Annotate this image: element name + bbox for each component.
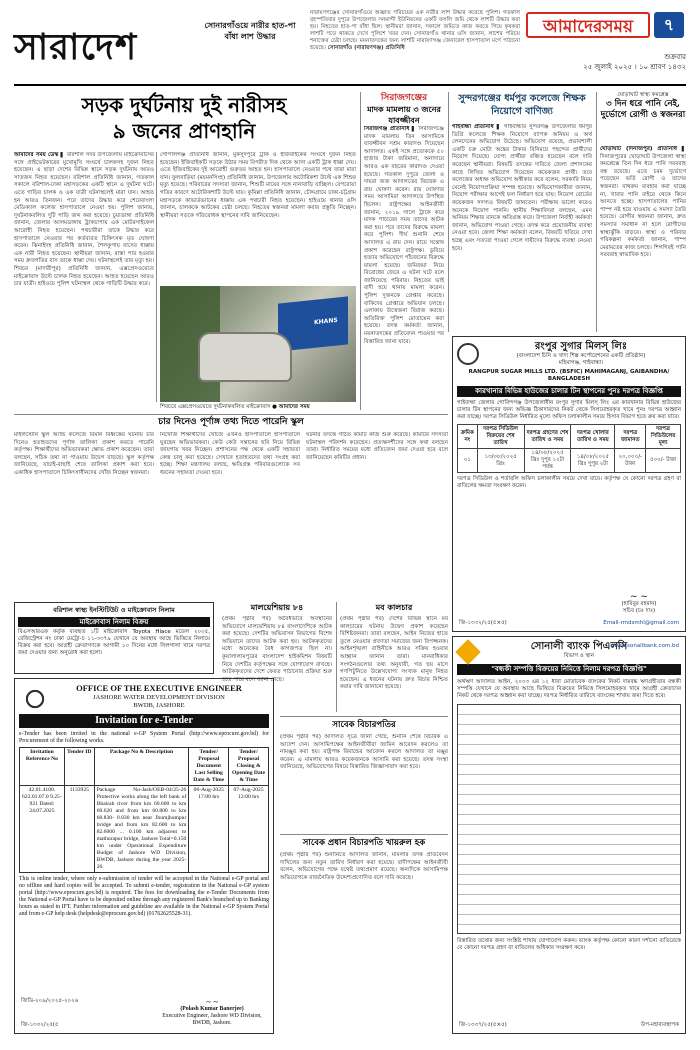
- malay-headline: মালয়েশিয়ায় ৮৪: [250, 602, 304, 612]
- sugar-mills-place: মহিমাগঞ্জ, গাইবান্ধা।: [558, 360, 604, 366]
- sugar-tender-body: গাইবান্ধা জেলার গোবিন্দগঞ্জ উপজেলাধীন রংপুর সুগার মিলস্ লিঃ এর কারখানার বিভিন্ন হাউজের চালার টিন স্থাপনের জন্য অভিজ্ঞ ঠিকাদারদের নিকট থেকে সিলমোহরকৃত খামে পুনঃ দরপত্র আহ্বান করা যাচ্ছে। দরপত্র সিডিউল নির্ধারিত মূল্যে অফিস চলাকালীন সময়ে হিসাব বিভাগ হতে ক্রয় করা যাবে।: [457, 400, 681, 420]
- sugar-mills-name-en: RANGPUR SUGAR MILLS LTD. (BSFIC) MAHIMAGANJ, GAIBANDHA/ BANGLADESH: [468, 369, 670, 382]
- top-news-text: নারায়ণগঞ্জের সোনারগাঁওয়ে অজ্ঞাত পরিচয়ের এক নারীর লাশ উদ্ধার করেছে পুলিশ। গতকাল বৃহস্পতিবার দুপুরে উপজেলার সনমান্দী ইউনিয়নের একটি ফসলি জমি থেকে লাশটি উদ্ধার করা হয়। নিহতের হাত-পা বাঁধা ছিল। স্থানীয়রা জানান, সকালে জমিতে কাজ করতে গিয়ে কৃষকরা লাশটি পড়ে থাকতে দেখে পুলিশে খবর দেন। সোনারগাঁও থানার ওসি জানান, লাশের পরিচয় শনাক্তের চেষ্টা চলছে। ময়নাতদন্তের জন্য লাশটি নারায়ণগঞ্জ জেনারেল হাসপাতাল মর্গে পাঠানো হয়েছে। সোনারগাঁও (নারায়ণগঞ্জ) প্রতিনিধি: [310, 10, 520, 51]
- siraj-body: সিরাজগঞ্জ প্রতিনিধি ▌ সিরাজগঞ্জে মাদক মামলায় তিন আসামিকে যাবজ্জীবন সশ্রম কারাদণ্ড দিয়েছেন আদালত। একই সঙ্গে প্রত্যেককে ৫০ হাজার টাকা জরিমানা, অনাদায়ে আরও এক বছরের কারাদণ্ড দেওয়া হয়েছে। গতকাল দুপুরে জেলা ও দায়রা জজ আদালতের বিচারক এ রায় ঘোষণা করেন। রায় ঘোষণার সময় আসামিরা আদালতে উপস্থিত ছিলেন। রাষ্ট্রপক্ষের আইনজীবী জানান, ২০১৯ সালে ট্রাকে করে মাদক পাচারের সময় তাদের আটক করা হয়। পরে তাদের বিরুদ্ধে মামলা করে পুলিশ। দীর্ঘ শুনানি শেষে আদালত এ রায় দেন। রায়ে সন্তোষ প্রকাশ করেছেন রাষ্ট্রপক্ষ। ডুবিয়ে হত্যার অভিযোগে পাঁচজনের বিরুদ্ধে মামলা হয়েছে। জমিজমা নিয়ে বিরোধের জেরে এ ঘটনা ঘটে বলে জানিয়েছে পরিবার। নিহতের ভাই বাদী হয়ে থানায় মামলা করেন। পুলিশ দুজনকে গ্রেপ্তার করেছে। বাকিদের গ্রেপ্তারে অভিযান চলছে। এলাকায় উত্তেজনা বিরাজ করছে। অতিরিক্ত পুলিশ মোতায়েন করা হয়েছে। তদন্ত কর্মকর্তা জানান, ময়নাতদন্তের প্রতিবেদন পাওয়ার পর বিস্তারিত জানা যাবে।: [364, 126, 444, 345]
- photo-microbus: [200, 334, 290, 380]
- table-row: 42.01.4100. 622.01.07.0 9.25- 921 Dated: 24.07.2025 1133925 Package No-Jash/OEB-04/25-26 Protective works along the left bank of Bhairab river from km 60.600 to km 60.620 and from km 60.800 to km 60.830- 0.030 km near Jhumjhumpur bridge and from km 82.600 to km 82.6000 ... 0.100 km adjacent to mathurapur bridge, Jashore Total=0.150 km under Operational Expenditure Budget of Jashore WD Division, BWDB, Jashore during the year 2025-26. 06-Aug-2025 17:00 hrs 07-Aug-2025 12:00 hrs: [20, 786, 269, 873]
- sonali-ref: জি-১৩৩৭/২৫(৫×৫): [459, 1022, 507, 1028]
- weekday: শুক্রবার: [664, 53, 686, 61]
- continued-body-left: মাইলস্টোন স্কুল অ্যান্ড কলেজে বিমান বিধ্বস্তের ঘটনায় চার দিনেও হতাহতদের পূর্ণাঙ্গ তালিকা প্রকাশ করতে পারেনি কর্তৃপক্ষ। শিক্ষার্থীদের অভিভাবকরা ক্ষোভ প্রকাশ করেছেন। তারা বলছেন, সঠিক তথ্য না পাওয়ায় উদ্বেগ বাড়ছে। স্কুল কর্তৃপক্ষ জানিয়েছে, যাচাই-বাছাই শেষে তালিকা প্রকাশ করা হবে। একাধিক হাসপাতালে চিকিৎসাধীনদের খোঁজ নিচ্ছেন স্বজনরা।: [14, 432, 154, 476]
- sonali-name: সোনালী ব্যাংক পিএলসি: [530, 641, 628, 652]
- judge-body: (প্রথম পৃষ্ঠার পর) আদালত সূত্রে জানা গেছে, শুনানি শেষে বিচারক এ আদেশ দেন। আসামিপক্ষের আইনজীবীরা জামিন আবেদন করলেও তা নামঞ্জুর করা হয়। রাষ্ট্রপক্ষ রিমান্ডের আবেদন করলে আদালত তা মঞ্জুর করেন। এ মামলায় আরও কয়েকজনকে আসামি করা হয়েছে। তদন্ত সংস্থা জানিয়েছে, অভিযোগের বিষয়ে বিস্তারিত জিজ্ঞাসাবাদ করা হবে।: [280, 734, 448, 771]
- page-number: ৭: [654, 12, 684, 38]
- tender-office3: BWDB, JASHORE: [133, 702, 185, 709]
- ghoda-body: ঘোড়াঘাট (দিনাজপুর) প্রতিনিধি ▌ দিনাজপুরের ঘোড়াঘাট উপজেলা স্বাস্থ্য কমপ্লেক্সে তিন দিন ধরে পানি সরবরাহ বন্ধ রয়েছে। এতে চরম দুর্ভোগে পড়েছেন ভর্তি রোগী ও তাদের স্বজনরা। বাথরুম ব্যবহার করা যাচ্ছে না, খাবার পানি বাইরে থেকে কিনে আনতে হচ্ছে। হাসপাতালের পানির পাম্প নষ্ট হয়ে যাওয়ায় এ সমস্যা তৈরি হয়েছে। রোগীর স্বজনরা জানান, দ্রুত সমস্যার সমাধান না হলে রোগীদের স্বাস্থ্যঝুঁকি বাড়বে। স্বাস্থ্য ও পরিবার পরিকল্পনা কর্মকর্তা জানান, পাম্প মেরামতের কাজ চলছে। শিগগিরই পানি সরবরাহ স্বাভাবিক হবে।: [600, 146, 686, 259]
- tender-ad: [14, 678, 274, 1034]
- continued-body-mid: নিখোঁজ শিক্ষার্থীদের খোঁজে এখনও হাসপাতালে হাসপাতালে ঘুরছেন অভিভাবকরা। কেউ কেউ সন্তানের ছবি নিয়ে বিভিন্ন জায়গায় খবর নিচ্ছেন। প্রশাসনের পক্ষ থেকে একটি সহায়তা কেন্দ্র চালু করা হয়েছে। সেখানে হতাহতদের তথ্য সংগ্রহ করা হচ্ছে। শিক্ষা মন্ত্রণালয় বলছে, ক্ষতিগ্রস্ত পরিবারগুলোকে সব ধরনের সহায়তা দেওয়া হবে।: [160, 432, 300, 476]
- sugar-mills-ad: [452, 336, 686, 632]
- sugar-mills-sub: (বাংলাদেশ চিনি ও খাদ্য শিল্প কর্পোরেশনের একটি প্রতিষ্ঠান): [516, 353, 646, 359]
- mob-headline: মব কালচার: [375, 602, 413, 612]
- tender-intro: e-Tender has been invited in the national e-GP System Portal (http://www.eprocure.gov.bd) for Procurement of the following works.: [19, 731, 269, 744]
- sonali-headline: "বন্ধকী সম্পত্তি বিক্রয়ের নিমিত্তে নিলাম দরপত্র বিজ্ঞপ্তি": [457, 664, 681, 675]
- divider: [280, 716, 448, 717]
- mob-body: (প্রথম পৃষ্ঠার পর) দেশের বিভিন্ন স্থানে মব কালচারের ঘটনায় উদ্বেগ প্রকাশ করেছেন বিশিষ্টজনরা। তারা বলছেন, আইন নিজের হাতে তুলে নেওয়ার প্রবণতা সমাজের জন্য বিপজ্জনক। আইনশৃঙ্খলা বাহিনীকে আরও সক্রিয় হওয়ার আহ্বান জানান তারা। মানবাধিকার সংগঠনগুলোর তথ্য অনুযায়ী, গত ছয় মাসে গণপিটুনিতে উল্লেখযোগ্য সংখ্যক মানুষ নিহত হয়েছেন। এ ধরনের ঘটনায় দ্রুত বিচার নিশ্চিত করার দাবি জানানো হয়েছে।: [340, 616, 448, 691]
- siraj-headline: মাদক মামলায় ৩ জনের যাবজ্জীবন: [367, 104, 441, 125]
- divider: [448, 92, 449, 332]
- tender-ref-bottom: জি-১৩৩২/২৫(৫: [21, 1022, 59, 1028]
- tender-footer: This is online tender, where only e-submission of tender will be accepted in the National e-GP portal and no offline and hard copies will be accepted. To submit e-tender, registration in the National e-GP system portal (http://www.eprocure.gov.bd) is required. The fees for downloading the e-Tender Documents from the National e-GP Portal have to be deposited online through any registered Bank's branched up to Banking hours as stated in IFT. Further information and guideline are available in the National e-GP System Portal and from e-GP help desk (helpdesk@eprocure.gov.bd) (01762625528-31).: [19, 876, 269, 917]
- tender-office: OFFICE OF THE EXECUTIVE ENGINEER: [76, 683, 242, 693]
- barishal-ad-subtitle: মাইক্রোবাস নিলাম বিক্রয়: [18, 617, 210, 627]
- dateline: [526, 52, 686, 72]
- sugar-tender-headline: কারখানার বিভিন্ন হাউজের চালার টিন স্থাপনের পুনঃ দরপত্র বিজ্ঞপ্তি: [457, 386, 681, 397]
- table-row: ০১ ১৩/০৮/২০২৫ খ্রিঃ ১৪/০৮/২০২৫ খ্রিঃ দুপুর ১২টা পর্যন্ত ১৪/০৮/২০২৫ খ্রিঃ দুপুর ২টা ২০,০০০/- টাকা ৫০০/- টাকা: [458, 449, 681, 473]
- masthead-rule: [14, 84, 686, 86]
- divider: [14, 414, 448, 415]
- barishal-ad-title: বরিশাল স্বাস্থ্য ইনস্টিটিউট ও মাইক্রোবাস নিলাম: [53, 606, 175, 614]
- continued-body-right: ঘটনার তদন্তে গঠিত কমিটি কাজ শুরু করেছে। কমিটির সদস্যরা ঘটনাস্থল পরিদর্শন করেছেন। প্রত্যক্ষদর্শীদের সঙ্গে কথা বলছেন তারা। নির্ধারিত সময়ের মধ্যে প্রতিবেদন জমা দেওয়া হবে বলে জানিয়েছেন কমিটির প্রধান।: [306, 432, 448, 461]
- brand-block: [526, 12, 686, 38]
- sugar-mills-name: রংপুর সুগার মিলস্ লিঃ: [534, 341, 628, 352]
- sugar-ref: জি-১৩৩২/২৫(৫×৫): [459, 620, 507, 626]
- tender-office2: JASHORE WATER DEVELOPMENT DIVISION: [93, 694, 225, 701]
- barishal-ad: [14, 602, 214, 674]
- lead-body-col2: গোপালগঞ্জ প্রতিনিধি জানান, মুকসুদপুরে ট্রাক ও ইজিবাইকের সংঘর্ষে দুজন নিহত হয়েছেন। ইজিবাইকটি সড়কে উঠার সময় বিপরীত দিক থেকে আসা একটি ট্রাক ধাক্কা দেয়। এতে ইজিবাইকের দুই আরোহী গুরুতর আহত হন। হাসপাতালে নেওয়ার পথে তারা মারা যান। ফুলবাড়িয়া (ময়মনসিংহ) প্রতিনিধি জানান, উপজেলায় অটোরিকশা উল্টে এক শিশুর মৃত্যু হয়েছে। পরিবারের সদস্যরা জানান, শিশুটি মায়ের সঙ্গে নানাবাড়ি যাচ্ছিল। বেপরোয়া গতির কারণে অটোরিকশাটি উল্টে যায়। কুমিল্লা প্রতিনিধি জানান, চৌদ্দগ্রামে ঢাকা-চট্টগ্রাম মহাসড়কে কাভার্ডভ্যানের ধাক্কায় এক পথচারী নিহত হয়েছেন। হাইওয়ে থানার ওসি জানান, চালককে আটকের চেষ্টা চলছে। নিহতের স্বজনরা মামলা করার প্রস্তুতি নিচ্ছেন। স্থানীয়রা সড়কে গতিরোধক স্থাপনের দাবি জানিয়েছেন।: [160, 152, 356, 219]
- divider: [280, 834, 448, 835]
- sugar-email-link[interactable]: Email-rmdsmhl@gmail.com: [603, 620, 679, 626]
- barishal-ad-body: বিএসআরএফ কর্তৃক ব্যবহৃত ১টি মাইক্রোবাস Toyota Hiace মডেল ২০০৫, রেজিস্ট্রেশন নং ঢাকা মেট্রো-চ ১১-৩৩৭৯ যেখানে যে অবস্থায় আছে ভিত্তিতে নিলামে বিক্রয় করা হবে। আগ্রহী ক্রেতাগণকে আগামী ১০ দিনের মধ্যে সিলগালা খামে দরপত্র জমা দেওয়ার জন্য অনুরোধ করা হলো।: [18, 629, 210, 656]
- ghoda-headline: ৩ দিন ধরে পানি নেই, দুর্ভোগে রোগী ও স্বজনরা: [600, 99, 686, 120]
- sonali-website-link[interactable]: www.sonalibank.com.bd: [612, 643, 679, 649]
- photo-truck: [278, 296, 348, 351]
- sonali-body: অর্থঋণ আদালত আইন, ২০০৩ এর ১২ ধারা মোতাবেক ব্যাংকের নিকট দায়বদ্ধ ঋণগ্রহীতার বন্ধকী সম্পত্তি যেখানে যে অবস্থায় আছে ভিত্তিতে বিক্রয়ের নিমিত্তে সিলমোহরকৃত খামে আগ্রহী ক্রেতাদের নিকট থেকে দরপত্র আহ্বান করা যাচ্ছে। দরপত্র নির্ধারিত তারিখে ব্যাংকের শাখায় জমা দিতে হবে।: [457, 679, 681, 699]
- chief-headline: সাবেক প্রধান বিচারপতি খায়রুল হক: [302, 838, 426, 848]
- divider: [336, 602, 337, 712]
- sonali-branch: বিভাগ ও স্থান: [564, 653, 594, 659]
- sunam-headline: সুন্দরগঞ্জের ধর্মপুর কলেজে শিক্ষক নিয়োগে বাণিজ্য: [458, 93, 586, 117]
- section-title: সারাদেশ: [14, 26, 138, 68]
- tender-table: Invitation Reference No Tender ID Package No & Description Tender/ Proposal Document Last Selling Date & Time Tender/ Proposal Closing & Opening Date & Time 42.01.4100. 622.01.07.0 9.25- 921 Dated: 24.07.2025 1133925 Package No-Jash/OEB-04/25-26 Protective works along the left bank of Bhairab river from km 60.600 to km 60.620 and from km 60.800 to km 60.830- 0.030 km near Jhumjhumpur bridge and from km 82.600 to km 82.6000 ... 0.100 km adjacent to mathurapur bridge, Jashore Total=0.150 km under Operational Expenditure Budget of Jashore WD Division, BWDB, Jashore during the year 2025-26. 06-Aug-2025 17:00 hrs 07-Aug-2025 12:00 hrs: [19, 747, 269, 873]
- sugar-signature: ~ ~ (হাবিবুর রহমান) সচিব (চঃ দাঃ): [621, 592, 657, 614]
- lead-body-col1: আমাদের সময় ডেস্ক ▌ বরিশাল সদর উপজেলায় মাইক্রোবাসের সঙ্গে প্রাইভেটকারের মুখোমুখি সংঘর্ষে চালকসহ দুজন নিহত হয়েছেন। এ ছাড়া দেশের বিভিন্ন স্থানে সড়ক দুর্ঘটনায় আরও সাতজন নিহত হয়েছেন। বরিশাল প্রতিনিধি জানান, গতকাল সকালে বরিশাল-ঢাকা মহাসড়কের একটি স্থানে এ দুর্ঘটনা ঘটে। এতে গাড়ির চালক ও এক যাত্রী ঘটনাস্থলেই মারা যান। আহত হন আরও তিনজন। পরে তাদের উদ্ধার করে শেরেবাংলা মেডিক্যাল কলেজ হাসপাতালে নেওয়া হয়। পুলিশ জানায়, দুর্ঘটনাকবলিত দুটি গাড়ি জব্দ করা হয়েছে। চুয়াডাঙ্গা প্রতিনিধি জানান, জেলার আলমডাঙ্গায় ট্রাকচাপায় এক মোটরসাইকেল আরোহী নিহত হয়েছেন। পথচারীরা তাকে উদ্ধার করে হাসপাতালে নেওয়ার পর কর্তব্যরত চিকিৎসক মৃত ঘোষণা করেন। ঝিনাইদহ প্রতিনিধি জানান, শৈলকুপায় বাসের ধাক্কায় এক নারী নিহত হয়েছেন। স্থানীয়রা জানান, রাস্তা পার হওয়ার সময় দ্রুতগতির বাস তাকে ধাক্কা দেয়। ঘটনাস্থলেই তার মৃত্যু হয়। শিবচর (মাদারীপুর) প্রতিনিধি জানান, এক্সপ্রেসওয়েতে মাইক্রোবাস উল্টে চালক নিহত হয়েছেন। আহত হয়েছেন আরও চার যাত্রী। হাইওয়ে পুলিশ ঘটনাস্থল থেকে গাড়িটি উদ্ধার করে।: [14, 152, 154, 288]
- judge-headline: সাবেক বিচারপতির: [332, 720, 396, 730]
- tender-signature: ~ ~ (Polash Kumar Banerjee) Executive Engineer, Jashore WD Division, BWDB, Jashore.: [162, 997, 262, 1026]
- sonali-bank-ad: [452, 636, 686, 1034]
- continued-banner: চার দিনেও পূর্ণাঙ্গ তথ্য দিতে পারেনি স্কুল: [158, 417, 304, 427]
- divider: [360, 92, 361, 410]
- chief-body: (প্রথম পৃষ্ঠার পর) শুনানিতে আদালত জানান, মামলার তদন্ত প্রতিবেদন দাখিলের জন্য নতুন তারিখ নির্ধারণ করা হয়েছে। বাদীপক্ষের আইনজীবী বলেন, অভিযোগের পক্ষে যথেষ্ট তথ্যপ্রমাণ রয়েছে। অন্যদিকে আসামিপক্ষ অভিযোগকে রাজনৈতিক উদ্দেশ্যপ্রণোদিত বলে দাবি করেছে।: [280, 852, 448, 881]
- divider: [156, 152, 157, 402]
- tender-title: Invitation for e-Tender: [19, 714, 269, 728]
- sunam-body: গাইবান্ধা প্রতিনিধি ▌ গাইবান্ধার সুন্দরগঞ্জ উপজেলার ধর্মপুর ডিগ্রি কলেজে শিক্ষক নিয়োগে ব্যাপক অনিয়ম ও অর্থ লেনদেনের অভিযোগ উঠেছে। অভিযোগ রয়েছে, প্রভাবশালী একটি চক্র মোটা অঙ্কের টাকার বিনিময়ে পছন্দের প্রার্থীদের নিয়োগ দিয়েছে। যোগ্য প্রার্থীরা বঞ্চিত হয়েছেন বলে দাবি করেছেন স্থানীয়রা। বিষয়টি তদন্তের দাবিতে জেলা প্রশাসকের কাছে লিখিত অভিযোগ দিয়েছেন কয়েকজন প্রার্থী। তবে কলেজের অধ্যক্ষ অভিযোগ অস্বীকার করে বলেন, সরকারি নিয়ম মেনেই নিয়োগপ্রক্রিয়া সম্পন্ন হয়েছে। অভিযোগকারীরা জানান, নিয়োগ পরীক্ষার আগেই ফল নির্ধারণ হয়ে যায়। নিয়োগ বোর্ডের কয়েকজন সদস্যও বিষয়টি জানতেন। পরীক্ষায় ভালো করেও অনেকে নিয়োগ পাননি। স্থানীয় শিক্ষাবিদরা বলছেন, এমন অনিয়ম শিক্ষার মানকে ক্ষতিগ্রস্ত করে। উপজেলা নির্বাহী কর্মকর্তা জানান, অভিযোগ পাওয়া গেছে। তদন্ত করে প্রয়োজনীয় ব্যবস্থা নেওয়া হবে। জেলা শিক্ষা কর্মকর্তা বলেন, বিষয়টি খতিয়ে দেখা হচ্ছে এবং সত্যতা পাওয়া গেলে দায়ীদের বিরুদ্ধে ব্যবস্থা নেওয়া হবে।: [452, 124, 592, 252]
- sugar-tender-footer: দরপত্র সিডিউল ও শর্তাবলি অফিস চলাকালীন সময়ে দেখা যাবে। কর্তৃপক্ষ যে কোনো দরপত্র গ্রহণ বা বাতিলের ক্ষমতা সংরক্ষণ করেন।: [457, 476, 681, 489]
- accident-photo: [160, 286, 356, 402]
- sonali-footer: বিস্তারিত তথ্যের জন্য সংশ্লিষ্ট শাখায় যোগাযোগ করুন। ব্যাংক কর্তৃপক্ষ কোনো কারণ দর্শানো ব্যতিরেকে যে কোনো দরপত্র গ্রহণ বা বাতিলের অধিকার সংরক্ষণ করে।: [457, 938, 681, 951]
- malay-body: (প্রথম পৃষ্ঠার পর) অবৈধভাবে অবস্থানের অভিযোগে মালয়েশিয়ায় ৮৪ বাংলাদেশিকে আটক করা হয়েছে। দেশটির অভিবাসন বিভাগের বিশেষ অভিযানে তাদের আটক করা হয়। আটককৃতদের মধ্যে অনেকের বৈধ কাগজপত্র ছিল না। কুয়ালালামপুরের বাংলাদেশ হাইকমিশন বিষয়টি নিয়ে দেশটির কর্তৃপক্ষের সঙ্গে যোগাযোগ রাখছে। আটককৃতদের দেশে ফেরত পাঠানোর প্রক্রিয়া শুরু হতে পারে বলে জানা গেছে।: [222, 616, 332, 683]
- ghoda-kicker: ঘোড়াঘাট স্বাস্থ্য কমপ্লেক্স: [617, 92, 669, 98]
- masthead: [14, 6, 686, 84]
- lead-headline: সড়ক দুর্ঘটনায় দুই নারীসহ ৯ জনের প্রাণহানি: [81, 93, 287, 143]
- lead-byline: আমাদের সময় ডেস্ক: [14, 152, 59, 158]
- sonali-signer: উপ-মহাব্যবস্থাপক: [640, 1022, 679, 1028]
- siraj-kicker: সিরাজগঞ্জের: [380, 93, 428, 103]
- sonali-property-table: [457, 704, 681, 934]
- photo-caption: শিবচরে এক্সপ্রেসওয়েতে দুর্ঘটনাকবলিত মাইক্রোবাস ● আমাদের সময়: [160, 404, 310, 410]
- sugar-tender-table: ক্রমিক নং দরপত্র সিডিউল বিক্রয়ের শেষ তারিখ দরপত্র গ্রহণের শেষ তারিখ ও সময় দরপত্র খোলার তারিখ ও সময় দরপত্র জামানত দরপত্র সিডিউলের মূল্য ০১ ১৩/০৮/২০২৫ খ্রিঃ ১৪/০৮/২০২৫ খ্রিঃ দুপুর ১২টা পর্যন্ত ১৪/০৮/২০২৫ খ্রিঃ দুপুর ২টা ২০,০০০/- টাকা ৫০০/- টাকা: [457, 424, 681, 473]
- siraj-headline-block: [364, 92, 444, 126]
- ghoda-headline-block: [600, 92, 686, 121]
- teaser-headline: সোনারগাঁওয়ে নারীর হাত-পা বাঁধা লাশ উদ্ধার: [204, 21, 296, 41]
- photo-truck-label: KHANS: [314, 316, 338, 327]
- sugar-mills-logo-icon: [457, 343, 479, 365]
- bwdb-logo-icon: [21, 685, 49, 713]
- brand-logo[interactable]: আমাদেরসময়: [526, 12, 650, 38]
- divider: [596, 92, 597, 332]
- tender-ref: জিডি-২০৯/২০২৫-২০২৬: [21, 998, 79, 1004]
- date: ২৫ জুলাই ২০২৫ । ১০ শ্রাবণ ১৪৩২: [583, 63, 686, 71]
